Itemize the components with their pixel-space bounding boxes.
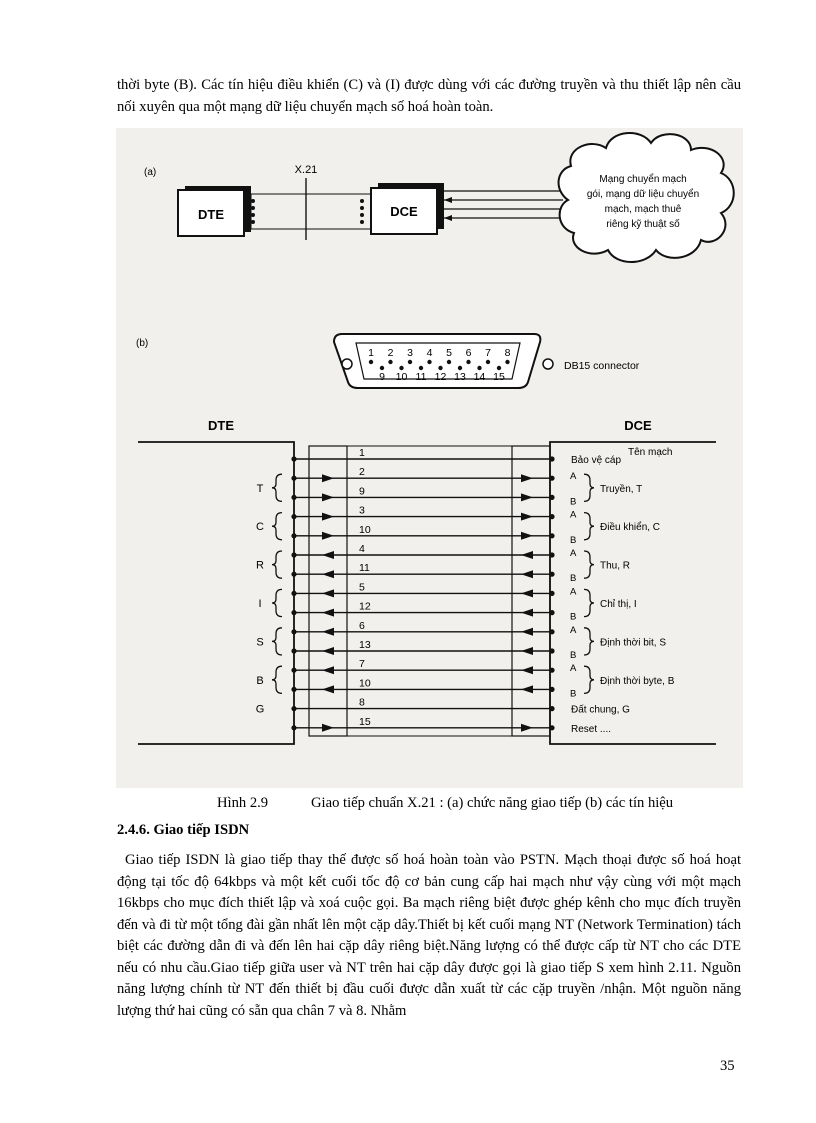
ab-label-b: B	[570, 534, 577, 546]
wire-number: 2	[359, 466, 365, 479]
pin-label: 7	[485, 347, 491, 359]
part-a-label: (a)	[144, 167, 157, 178]
wire-end-dte	[291, 533, 296, 538]
wire-end-dce	[549, 495, 554, 500]
arrow-to-dte	[322, 570, 334, 578]
wire-end-dte	[291, 648, 296, 653]
ab-label-b: B	[570, 496, 577, 508]
pin-dot	[408, 360, 412, 364]
ab-label-a: A	[570, 586, 577, 598]
pin-label: 5	[446, 347, 452, 359]
arrow-to-dce	[322, 493, 334, 501]
arrow-to-dte	[322, 609, 334, 617]
ab-label-a: A	[570, 548, 577, 559]
signal-brace	[584, 474, 594, 501]
ab-label-a: A	[570, 471, 577, 483]
wire-end-dte	[291, 495, 296, 500]
pin-label: 2	[387, 347, 394, 359]
pin-label: 8	[504, 347, 511, 359]
arrow-to-dce	[521, 532, 533, 540]
wire-end-dte	[291, 591, 296, 596]
pin-dot	[458, 366, 462, 370]
dce-label-b: DCE	[624, 418, 652, 433]
x21-interface-label: X.21	[294, 164, 318, 176]
wire-end-dce	[549, 552, 554, 557]
x21-diagram	[116, 128, 743, 788]
figure-x21	[116, 128, 743, 788]
arrow-to-dte	[521, 647, 533, 655]
arrow-to-dte	[521, 685, 533, 693]
ab-label-b: B	[570, 650, 577, 661]
arrow-to-dte	[322, 628, 334, 636]
wire-end-dce	[549, 687, 554, 692]
dte-signal-letter: R	[256, 559, 264, 572]
wire-number: 6	[359, 619, 365, 632]
signal-brace	[272, 551, 282, 578]
wire-number: 15	[359, 715, 371, 728]
dce-circuit-name: Điều khiển, C	[600, 522, 661, 534]
pin-dot	[388, 360, 392, 364]
wire-end-dce	[549, 533, 554, 538]
mount-hole-right	[543, 359, 553, 369]
dte-device-b	[138, 442, 294, 744]
cloud-line-1: Mạng chuyển mạch	[599, 174, 687, 185]
arrow-to-dte	[322, 685, 334, 693]
wire-number: 3	[359, 504, 365, 517]
arrow-to-dte	[521, 570, 533, 578]
pin-dot	[447, 360, 451, 364]
arrow-to-dte	[521, 589, 533, 597]
arrow-to-dce	[322, 513, 334, 521]
pin-label: 12	[434, 371, 447, 383]
arrow-to-dte	[322, 666, 334, 674]
ab-label-a: A	[570, 509, 577, 521]
cloud-line-2: gói, mạng dữ liệu chuyển	[586, 189, 700, 200]
wire-end-dce	[549, 648, 554, 653]
arrow-to-dce	[322, 724, 334, 732]
pin-dot	[486, 360, 490, 364]
signal-brace	[584, 513, 594, 540]
figure-caption	[217, 795, 673, 812]
wire-end-dte	[291, 572, 296, 577]
arrow-to-dte	[521, 666, 533, 674]
signal-brace	[272, 666, 282, 693]
arrow-to-dte	[521, 628, 533, 636]
wire-number: 1	[359, 447, 365, 459]
pin-label: 3	[407, 347, 413, 359]
wire-number: 4	[359, 543, 365, 555]
signal-brace	[584, 589, 594, 616]
signal-brace	[584, 551, 594, 578]
dce-circuit-name: Đất chung, G	[571, 704, 630, 716]
pin-label: 9	[379, 371, 385, 383]
ab-label-a: A	[570, 624, 577, 636]
part-b-label: (b)	[136, 338, 149, 349]
wire-number: 7	[359, 658, 365, 671]
cloud-line-3: mạch, mạch thuê	[604, 204, 682, 215]
wire-end-dte	[291, 610, 296, 615]
arrow-to-dce	[521, 513, 533, 521]
wire-end-dce	[549, 725, 554, 730]
dce-circuit-name: Bảo vệ cáp	[571, 455, 622, 466]
wire-end-dce	[549, 591, 554, 596]
dte-signal-letter: B	[256, 674, 264, 687]
wire-end-dte	[291, 706, 296, 711]
arrow-to-dte	[521, 551, 533, 559]
arrow-to-dce	[521, 724, 533, 732]
wire-number: 10	[359, 677, 371, 690]
wire-end-dce	[549, 572, 554, 577]
wire-end-dte	[291, 687, 296, 692]
pin-dot	[419, 366, 423, 370]
dce-circuit-name: Reset ....	[571, 723, 612, 735]
arrow-to-dce	[322, 532, 334, 540]
wire-number: 10	[359, 523, 371, 536]
pin-dot	[399, 366, 403, 370]
pin-label: 15	[493, 371, 505, 383]
pin-label: 1	[368, 347, 374, 359]
pin-dot	[369, 360, 373, 364]
arrow-to-dte	[521, 609, 533, 617]
intro-paragraph: thời byte (B). Các tín hiệu điều khiển (C) và (I) được dùng với các đường truyền và thu thiết lập nên cầu nối xuyên qua một mạng dữ liệu chuyển mạch số hoá hoàn toàn.	[117, 77, 741, 115]
wire-end-dte	[291, 668, 296, 673]
wire-end-dce	[549, 668, 554, 673]
ab-label-b: B	[570, 573, 577, 585]
dte-signal-letter: S	[256, 636, 264, 649]
wire-end-dte	[291, 552, 296, 557]
pin-dot	[466, 360, 470, 364]
caption-text: Giao tiếp chuẩn X.21 : (a) chức năng giao tiếp (b) các tín hiệu	[311, 795, 674, 811]
dte-signal-letter: T	[256, 482, 264, 495]
signal-brace	[272, 513, 282, 540]
pin-dot	[427, 360, 431, 364]
wire-end-dte	[291, 725, 296, 730]
pin-dot	[505, 360, 509, 364]
pin-dot	[380, 366, 384, 370]
arrow-to-dte	[322, 647, 334, 655]
wire-end-dce	[549, 514, 554, 519]
pin-label: 6	[465, 347, 472, 359]
wire-number: 11	[359, 562, 370, 575]
dce-label-a: DCE	[390, 204, 418, 219]
cloud-line-4: riêng kỹ thuật số	[606, 219, 680, 230]
ab-label-b: B	[570, 688, 577, 700]
arrow-to-dte	[322, 589, 334, 597]
pin-label: 10	[395, 371, 408, 383]
pin-dot	[477, 366, 481, 370]
page-number: 35	[720, 1058, 735, 1074]
pin-label: 4	[426, 347, 433, 359]
dce-circuit-name: Định thời bit, S	[600, 637, 667, 649]
dte-signal-letter: G	[255, 703, 265, 716]
signal-brace	[584, 628, 594, 655]
wire-end-dce	[549, 456, 554, 461]
wire-end-dce	[549, 706, 554, 711]
wire-number: 13	[359, 639, 371, 651]
wire-end-dce	[549, 476, 554, 481]
wire-end-dte	[291, 629, 296, 634]
wire-number: 9	[359, 485, 365, 498]
dce-circuit-name: Thu, R	[600, 560, 631, 572]
caption-number: Hình 2.9	[217, 795, 269, 811]
dte-signal-letter: C	[256, 521, 264, 534]
ab-label-b: B	[570, 611, 577, 623]
dce-circuit-name: Định thời byte, B	[600, 675, 675, 687]
wire-number: 8	[359, 696, 365, 709]
signal-brace	[272, 474, 282, 501]
pin-dot	[438, 366, 442, 370]
pin-dot	[497, 366, 501, 370]
mount-hole-left	[342, 359, 352, 369]
section-heading: 2.4.6. Giao tiếp ISDN	[117, 822, 250, 838]
dte-signal-letter: I	[258, 598, 262, 610]
signal-wires	[256, 447, 675, 735]
pin-label: 14	[473, 371, 486, 383]
isdn-paragraph: Giao tiếp ISDN là giao tiếp thay thế được số hoá hoàn toàn vào PSTN. Mạch thoại được số hoá hoạt động tại tốc độ 64kbps và một kết cuối tốc độ cơ bản cung cấp hai mạch như vậy cùng với một mạch 16kbps cho mục đích thiết lập và xoá cuộc gọi. Ba mạch riêng biệt được ghép kênh cho mục đích truyền đến và đi từ một tổng đài gần nhất lên một cặp dây.Thiết bị kết cuối mạng NT (Network Termination) tách biệt các đường dẫn đi và đến lên hai cặp dây riêng biệt.Năng lượng có thể được cấp từ NT cho các DTE nếu có nhu cầu.Giao tiếp giữa user và NT trên hai cặp dây được gọi là giao tiếp S xem hình 2.11. Nguồn năng lượng chính từ NT đến thiết bị đầu cuối được dẫn xuất từ các cặp truyền /nhận. Một nguồn năng lượng thứ hai cũng có sẵn qua chân 7 và 8. Nhằm	[117, 852, 741, 1019]
pin-label: 13	[454, 371, 466, 383]
arrow-to-dce	[521, 474, 533, 482]
wire-end-dte	[291, 476, 296, 481]
signal-brace	[272, 589, 282, 616]
pin-label: 11	[415, 371, 427, 383]
dte-label-b: DTE	[208, 418, 234, 433]
ab-label-a: A	[570, 663, 577, 675]
wire-end-dte	[291, 514, 296, 519]
signal-brace	[272, 628, 282, 655]
wire-number: 12	[359, 600, 371, 613]
wire-end-dce	[549, 629, 554, 634]
dce-circuit-name: Chỉ thị, I	[600, 599, 637, 610]
wire-end-dte	[291, 456, 296, 461]
dce-circuit-name: Truyền, T	[600, 483, 643, 495]
wire-number: 5	[359, 581, 365, 594]
signal-brace	[584, 666, 594, 693]
wire-end-dce	[549, 610, 554, 615]
arrow-to-dce	[521, 493, 533, 501]
circuit-header: Tên mạch	[628, 447, 673, 458]
arrow-to-dce	[322, 474, 334, 482]
arrow-to-dte	[322, 551, 334, 559]
connector-name: DB15 connector	[564, 360, 640, 372]
dte-label-a: DTE	[198, 207, 224, 222]
